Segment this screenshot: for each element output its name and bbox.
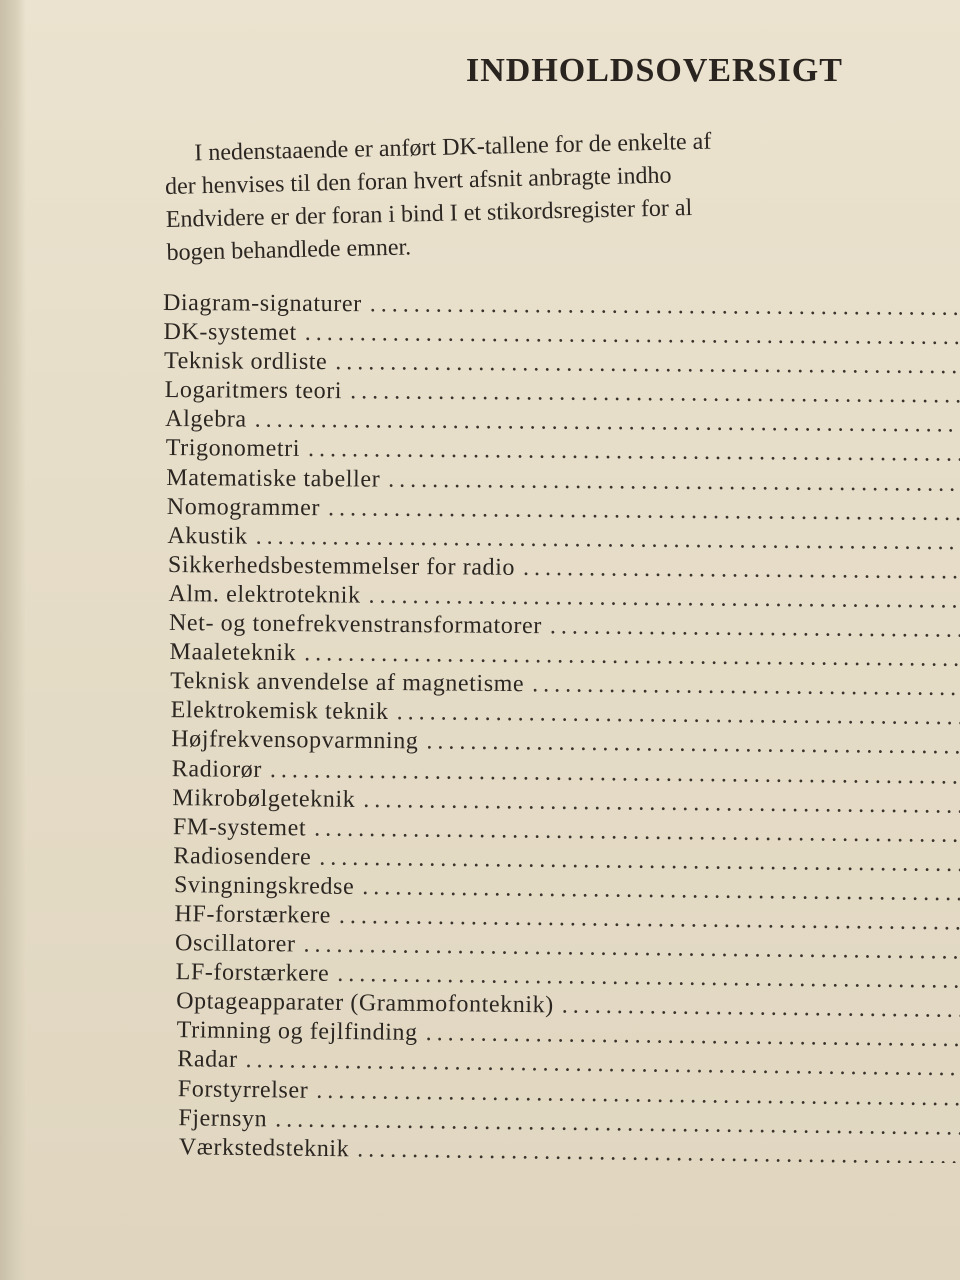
toc-item-label: DK-systemet	[163, 319, 297, 346]
toc-item-label: Sikkerhedsbestemmelser for radio	[167, 551, 516, 581]
toc-dot-leader	[562, 993, 960, 1024]
table-of-contents	[163, 290, 960, 1163]
intro-line: der henvises til den foran hvert afsnit anbragte indho	[164, 162, 672, 200]
toc-dot-leader	[337, 961, 960, 995]
toc-dot-leader	[362, 874, 960, 907]
toc-dot-leader	[426, 1020, 960, 1053]
toc-item-label: Værkstedsteknik	[178, 1133, 350, 1162]
toc-item-label: Radiorør	[171, 755, 263, 783]
toc-dot-leader	[532, 671, 960, 702]
toc-item-label: Akustik	[167, 522, 248, 550]
toc-dot-leader	[255, 407, 960, 439]
toc-item-label: LF-forstærkere	[175, 959, 330, 987]
toc-item-label: Algebra	[165, 406, 247, 433]
toc-dot-leader	[388, 466, 960, 497]
toc-item-label: Matematiske tabeller	[166, 464, 381, 493]
toc-dot-leader	[550, 613, 960, 643]
toc-item-label: Forstyrrelser	[177, 1075, 309, 1104]
toc-item-label: Optageapparater (Grammofonteknik)	[176, 988, 554, 1019]
toc-item-label: Elektrokemisk teknik	[170, 697, 389, 726]
toc-item-label: FM-systemet	[172, 813, 307, 842]
toc-item-label: Fjernsyn	[178, 1104, 268, 1132]
toc-dot-leader	[370, 291, 960, 322]
toc-dot-leader	[426, 729, 960, 761]
toc-dot-leader	[523, 555, 960, 585]
toc-item-label: Trimning og fejlfinding	[176, 1017, 418, 1047]
toc-item-label: Nomogrammer	[166, 493, 321, 521]
toc-dot-leader	[304, 640, 960, 673]
page-edge-shadow	[0, 0, 26, 1280]
toc-item-label: Alm. elektroteknik	[168, 580, 361, 609]
toc-item-label: Teknisk anvendelse af magnetisme	[170, 668, 525, 698]
toc-dot-leader	[308, 437, 960, 469]
intro-line: I nedenstaaende er anført DK-tallene for de enkelte af	[194, 128, 712, 167]
toc-item-label: Mikrobølgeteknik	[172, 784, 356, 813]
toc-dot-leader	[368, 583, 960, 615]
toc-dot-leader	[270, 757, 960, 791]
toc-dot-leader	[328, 495, 960, 527]
toc-dot-leader	[350, 379, 960, 410]
toc-item-label: Radar	[177, 1046, 238, 1074]
toc-item-label: Højfrekvensopvarmning	[171, 726, 419, 755]
intro-paragraph	[164, 119, 960, 270]
toc-item-label: Oscillatorer	[174, 930, 296, 958]
toc-dot-leader	[256, 523, 960, 555]
toc-item-label: Trigonometri	[165, 435, 301, 463]
intro-line: bogen behandlede emner.	[166, 234, 412, 266]
toc-item-label: HF-forstærkere	[174, 901, 332, 929]
toc-dot-leader	[335, 349, 960, 380]
page-title: INDHOLDSOVERSIGT	[466, 52, 843, 89]
toc-dot-leader	[305, 320, 960, 351]
toc-dot-leader	[314, 815, 960, 848]
toc-item-label: Logaritmers teori	[164, 377, 343, 405]
toc-dot-leader	[303, 932, 960, 966]
toc-item-label: Net- og tonefrekvenstransformatorer	[168, 610, 543, 640]
toc-item-label: Diagram-signaturer	[163, 290, 362, 318]
intro-line: Endvidere er der foran i bind I et stikordsregister for al	[165, 195, 693, 233]
toc-dot-leader	[319, 844, 960, 877]
toc-item-label: Maaleteknik	[169, 639, 297, 667]
toc-item-label: Teknisk ordliste	[164, 348, 328, 376]
toc-dot-leader	[339, 903, 960, 937]
toc-item-label: Svingningskredse	[173, 871, 355, 900]
toc-dot-leader	[397, 699, 960, 731]
toc-item-label: Radiosendere	[173, 842, 312, 871]
toc-dot-leader	[363, 787, 960, 820]
